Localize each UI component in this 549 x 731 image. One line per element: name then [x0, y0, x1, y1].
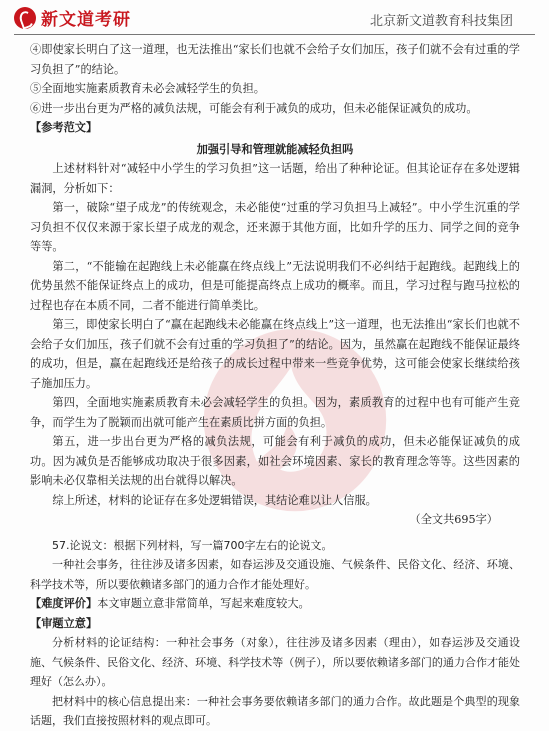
- question-57-material: 一种社会事务，往往涉及诸多因素，如春运涉及交通设施、气候条件、民俗文化、经济、环境、科学技术等，所以要依赖诸多部门的通力合作才能处理好。: [30, 558, 520, 591]
- point-4: ④即使家长明白了这一道理，也无法推出“家长们也就不会给子女们加压，孩子们就不会有过重的学习负担了”的结论。: [30, 43, 520, 76]
- essay-paragraph: 第二，“不能输在起跑线上未必能赢在终点线上”无法说明我们不必纠结于起跑线。起跑线上的优势虽然不能保证终点上的成功，但是可能提高终点上成功的概率。而且，学习过程与跑马拉松的过程也存在本质不同，二者不能进行简单类比。: [30, 259, 520, 312]
- page-header: [0, 0, 549, 34]
- essay-title: 加强引导和管理就能减轻负担吗: [196, 141, 354, 156]
- essay-paragraph: 综上所述，材料的论证存在多处逻辑错误，其结论难以让人信服。: [52, 493, 377, 507]
- reference-essay-heading: 【参考范文】: [30, 120, 98, 134]
- word-count: （全文共695字）: [409, 513, 498, 526]
- essay-paragraph: 上述材料针对“减轻中小学生的学习负担”这一话题，给出了种种论证。但其论证存在多处逻辑漏洞，分析如下：: [30, 162, 520, 195]
- point-6: ⑥进一步出台更为严格的减负法规，可能会有利于减负的成功，但未必能保证减负的成功。: [30, 101, 478, 115]
- difficulty-heading: 【难度评价】: [30, 596, 98, 610]
- analysis-paragraph: 分析材料的论证结构：一种社会事务（对象），往往涉及诸多因素（理由），如春运涉及交通设施、气候条件、民俗文化、经济、环境、科学技术等（例子），所以要依赖诸多部门的通力合作才能处理好（怎么办）。: [30, 636, 520, 688]
- point-5: ⑤全面地实施素质教育未必会减轻学生的负担。: [30, 82, 265, 95]
- difficulty-text: 本文审题立意非常简单，写起来难度较大。: [97, 597, 310, 610]
- brand-logo: [14, 5, 131, 30]
- analysis-heading: 【审题立意】: [30, 615, 98, 630]
- essay-paragraph: 第三，即使家长明白了“赢在起跑线未必能赢在终点线上”这一道理，也无法推出“家长们也就不会给子女们加压，孩子们就不会有过重的学习负担了”的结论。因为，虽然赢在起跑线不能保证最终的成功，但是，赢在起跑线还是给孩子的成长过程中带来一些竞争优势，这可能会使家长继续给孩子施加压力。: [30, 318, 520, 390]
- flame-logo-icon: [14, 7, 36, 29]
- organization-name: 北京新文道教育科技集团: [369, 14, 513, 29]
- essay-paragraph: 第一，破除“望子成龙”的传统观念，未必能使“过重的学习负担马上减轻”。中小学生沉重的学习负担不仅仅来源于家长望子成龙的观念，还来源于其他方面，比如升学的压力、同学之间的竞争等等。: [30, 201, 520, 253]
- difficulty-section: [30, 594, 520, 614]
- logo-text: 新文道考研: [41, 10, 131, 30]
- header-divider: [14, 34, 535, 35]
- essay-paragraph: 第四，全面地实施素质教育未必会减轻学生的负担。因为，素质教育的过程中也有可能产生竞争，而学生为了脱颖而出就可能产生在素质比拼方面的负担。: [30, 396, 520, 429]
- analysis-paragraph: 把材料中的核心信息提出来：一种社会事务要依赖诸多部门的通力合作。故此题是个典型的现象话题，我们直接按照材料的观点即可。: [30, 694, 520, 727]
- essay-paragraph: 第五，进一步出台更为严格的减负法规，可能会有利于减负的成功，但未必能保证减负的成功。因为减负是否能够成功取决于很多因素，如社会环境因素、家长的教育理念等等。这些因素的影响未必仅靠相关法规的出台就得以解决。: [30, 435, 520, 487]
- document-body: [30, 40, 520, 731]
- question-57: 57.论说文：根据下列材料，写一篇700字左右的论说文。: [52, 538, 333, 552]
